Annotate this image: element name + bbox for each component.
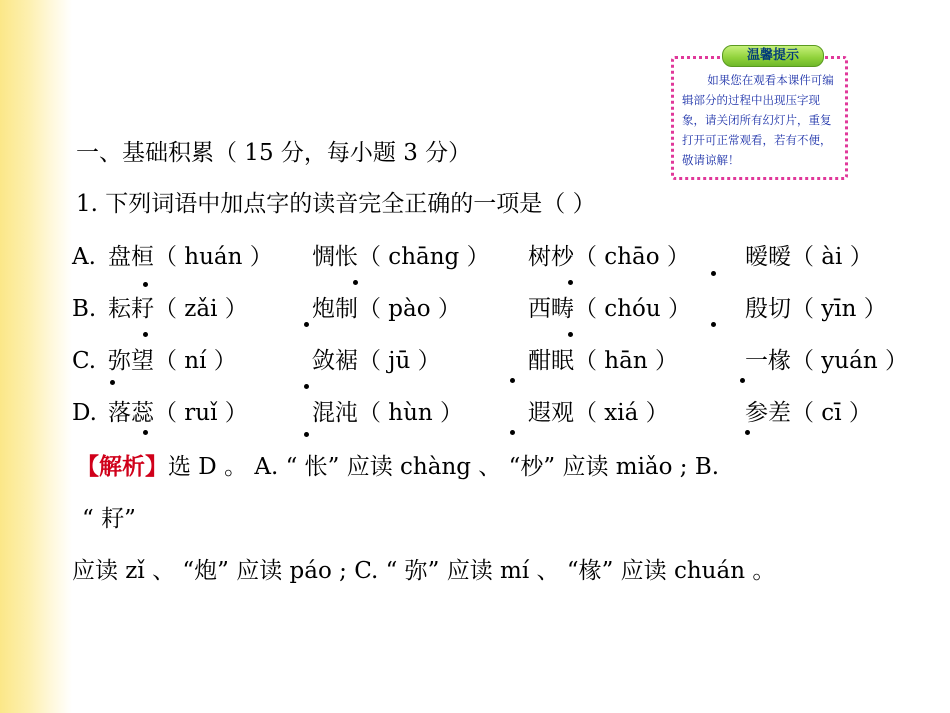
option-b-item-3: 西畴（ chóu ） [528, 296, 691, 322]
emphasis-dot [568, 280, 573, 285]
option-c-item-1: 弥望（ ní ） [108, 348, 237, 374]
emphasis-dot [110, 380, 115, 385]
option-d-label: D. [72, 400, 97, 426]
emphasis-dot [510, 378, 515, 383]
option-d-item-2: 混沌（ hùn ） [312, 400, 464, 426]
option-c-label: C. [72, 348, 97, 374]
option-a-label: A. [72, 244, 96, 270]
option-a-item-3: 树杪（ chāo ） [528, 244, 690, 270]
analysis-line-2: “ 耔” [82, 506, 136, 532]
emphasis-dot [304, 384, 309, 389]
option-c-item-2: 敛裾（ jū ） [312, 348, 441, 374]
analysis-line-1-text: 选 D 。 A. “ 怅” 应读 chàng 、 “杪” 应读 miǎo ; B. [168, 454, 720, 480]
emphasis-dot [711, 271, 716, 276]
emphasis-dot [510, 430, 515, 435]
notice-text: 如果您在观看本课件可编辑部分的过程中出现压字现象，请关闭所有幻灯片，重复打开可正常观看，若有不便，敬请谅解！ [682, 73, 834, 167]
emphasis-dot [304, 322, 309, 327]
option-d-item-4: 参差（ cī ） [745, 400, 872, 426]
option-a-item-2: 惆怅（ chāng ） [312, 244, 490, 270]
option-b-item-2: 炮制（ pào ） [312, 296, 461, 322]
emphasis-dot [740, 378, 745, 383]
decorative-side-band [0, 0, 72, 713]
option-d-item-1: 落蕊（ ruǐ ） [108, 400, 248, 426]
option-b-item-1: 耘耔（ zǎi ） [108, 296, 248, 322]
option-c-item-4: 一椽（ yuán ） [745, 348, 908, 374]
option-c-item-3: 酣眠（ hān ） [528, 348, 678, 374]
section-heading: 一、基础积累（ 15 分，每小题 3 分） [76, 140, 472, 166]
emphasis-dot [143, 430, 148, 435]
option-a-item-4: 暧暧（ ài ） [745, 244, 873, 270]
option-a-item-1: 盘桓（ huán ） [108, 244, 273, 270]
analysis-line-1 [76, 452, 719, 482]
option-b-item-4: 殷切（ yīn ） [745, 296, 887, 322]
emphasis-dot [304, 432, 309, 437]
option-d-item-3: 遐观（ xiá ） [528, 400, 669, 426]
analysis-line-3: 应读 zǐ 、 “炮” 应读 páo ; C. “ 弥” 应读 mí 、 “椽” 应读 chuán 。 [72, 558, 776, 584]
emphasis-dot [745, 430, 750, 435]
notice-title: 温馨提示 [722, 45, 824, 67]
emphasis-dot [353, 280, 358, 285]
emphasis-dot [143, 282, 148, 287]
option-b-label: B. [72, 296, 97, 322]
analysis-tag: 【解析】 [76, 453, 168, 480]
question-text: 1. 下列词语中加点字的读音完全正确的一项是（ ） [76, 191, 596, 217]
emphasis-dot [143, 332, 148, 337]
emphasis-dot [711, 322, 716, 327]
emphasis-dot [568, 332, 573, 337]
